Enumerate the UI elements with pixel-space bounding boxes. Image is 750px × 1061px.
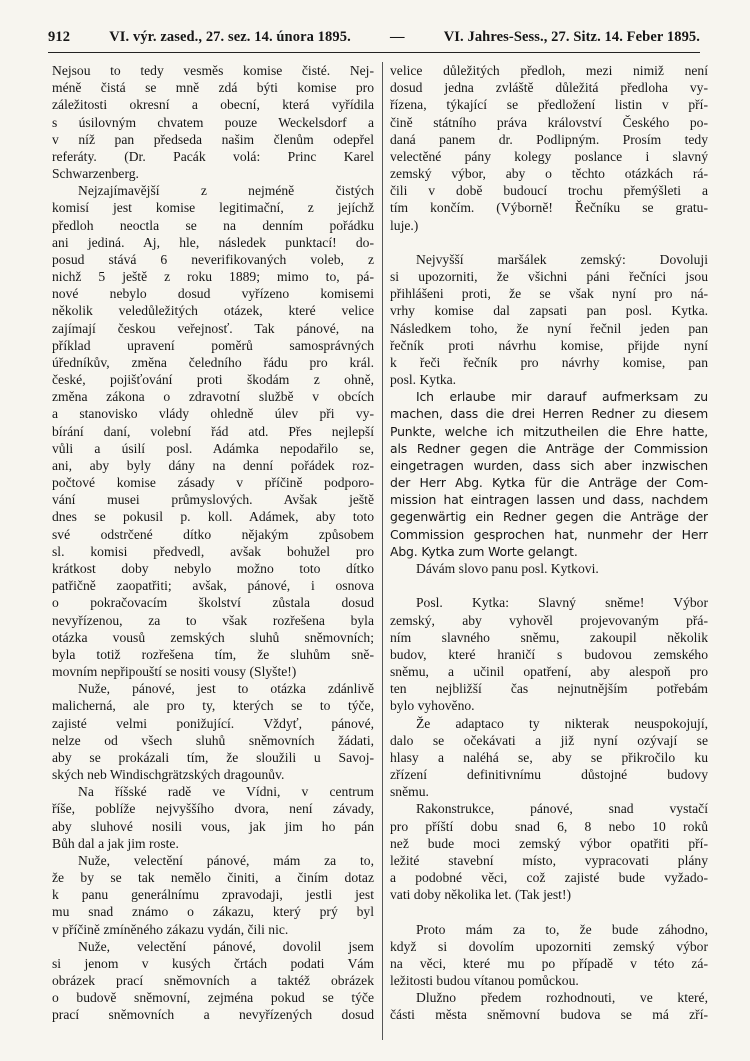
text-line: když si dovolím upozorniti zemský výbor	[390, 938, 708, 954]
text-line: o budově sněmovní, zejména pokud se týče	[52, 990, 374, 1006]
text-line: Rakonstrukce, pánové, snad vystačí	[416, 801, 708, 817]
text-line: čili v době budoucí trochu přemýšleti a	[390, 183, 708, 199]
text-line: referáty. (Dr. Pacák volá: Princ Karel	[52, 148, 374, 164]
text-line: luje.)	[390, 217, 419, 233]
text-line: eingetragen wurden, dass sich aber inzwischen	[390, 457, 708, 473]
text-line: dosud jedna zvláště důležitá předloha vy-	[390, 80, 708, 96]
text-line: sl. komisi předvedl, avšak bohužel pro	[52, 543, 374, 559]
text-line: dalo se očekávati a již nyní ozývají se	[390, 732, 708, 748]
text-line: ležitosti budou vítanou pomůckou.	[390, 973, 579, 989]
text-line: komisí jest komise legitimační, z jejíchž	[52, 200, 374, 216]
text-line: movním nepřipouští se nositi vousy (Slyšte!)	[52, 664, 297, 680]
text-line: o pokračovacím školství zůstala dosud	[52, 595, 374, 611]
text-line: otázka vousů zemských sluhů sněmovních;	[52, 629, 374, 645]
text-line: ani jediná. Aj, hle, následek punktací! do-	[52, 234, 374, 250]
text-line: machen, dass die drei Herren Redner zu diesem	[390, 406, 708, 422]
text-line: Dlužno předem rozhodnouti, ve které,	[416, 990, 708, 1006]
text-line: české, pojišťování proti škodám z ohně,	[52, 372, 374, 388]
text-line: als Redner gegen die Anträge der Commission	[390, 440, 708, 456]
text-line: k řeči řečník pro návrhy komise, pan	[390, 354, 708, 370]
text-line: na věci, které mu po případě v této zá-	[390, 955, 708, 971]
text-line: záležitosti okresní a obecní, která vyřídila	[52, 97, 374, 113]
text-line: Bůh dal a jak jim roste.	[52, 835, 179, 851]
text-line: der Herr Abg. Kytka für die Anträge der Com-	[390, 475, 708, 491]
text-line: příklad upravení poměrů samosprávných	[52, 337, 374, 353]
text-line: sněmu.	[390, 784, 429, 800]
text-line: v příčině zmíněného zákazu vydán, čili nic.	[52, 921, 289, 937]
text-line: gegenwärtig ein Redner gegen die Anträge der	[390, 509, 708, 525]
text-line: vati doby několika let. (Tak jest!)	[390, 887, 571, 903]
text-line: hlasy a naléhá se, aby se přikročilo ku	[390, 749, 708, 765]
right-column	[390, 62, 708, 1024]
text-line: s úsilovným chvatem pouze Weckelsdorf a	[52, 114, 374, 130]
text-line: Nejvyšší maršálek zemský: Dovoluji	[416, 251, 708, 267]
text-line: Nejzajímavější z nejméně čistých	[78, 183, 374, 199]
text-line: nelze od všech sluhů sněmovních žádati,	[52, 732, 374, 748]
text-line: Commission gesprochen hat, nunmehr der Herr	[390, 526, 708, 542]
text-line: než bude moci zemský výbor opatřiti pří-	[390, 835, 708, 851]
text-line: počtové komise zásady v příčině podporo-	[52, 475, 374, 491]
text-line: zajisté velmi ponižující. Vždyť, pánové,	[52, 715, 374, 731]
text-line: nichž 5 ještě z roku 1889; mimo to, pá-	[52, 269, 374, 285]
text-line: čině státního práva království Českého po-	[390, 114, 708, 130]
text-line: své odstrčené dítko nějakým způsobem	[52, 526, 374, 542]
text-line: sněmu, a učinil opatření, aby alespoň pro	[390, 664, 708, 680]
text-line: aby se prokázali tím, že sloužili u Savoj-	[52, 749, 374, 765]
text-line: změna zákona o zdravotní službě v obcích	[52, 389, 374, 405]
text-line	[390, 234, 708, 251]
text-line: velectěné pány kolegy poslance i slavný	[390, 148, 708, 164]
text-line: zajímají českou veřejnosť. Tak pánové, na	[52, 320, 374, 336]
left-column	[52, 62, 374, 1024]
header-rule	[48, 52, 700, 53]
page-number: 912	[48, 29, 71, 45]
text-line: Že adaptaco ty nikterak neuspokojují,	[416, 715, 708, 731]
text-line: úředníkův, změna čeledního řádu pro král.	[52, 354, 374, 370]
text-line: malicherná, ale pro ty, kterých se to týče,	[52, 698, 374, 714]
text-line: ležité stavební místo, vypracovati plány	[390, 852, 708, 868]
text-line: Punkte, welche ich mitzutheilen die Ehre hatte,	[390, 423, 708, 439]
text-line: nevyřízenou, za to však rozřešena byla	[52, 612, 374, 628]
text-line: říše, poblíže nejvyššího dvora, není závady,	[52, 801, 374, 817]
text-line: Schwarzenberg.	[52, 166, 139, 182]
text-line: zřízení definitivnímu důstojné budovy	[390, 767, 708, 783]
running-header	[48, 20, 700, 46]
text-line: Posl. Kytka: Slavný sněme! Výbor	[416, 595, 708, 611]
header-german-title: VI. Jahres-Sess., 27. Sitz. 14. Feber 1895.	[443, 29, 700, 45]
text-line: Nuže, velectění pánové, dovolil jsem	[78, 938, 374, 954]
text-line: mission hat eintragen lassen und dass, nachdem	[390, 492, 708, 508]
header-separator: —	[389, 29, 405, 45]
text-line: méně čistá se mně zdá býti komise pro	[52, 80, 374, 96]
text-line: k panu generálnímu zpravodaji, jestli jest	[52, 887, 374, 903]
text-line: předloh neoctla se na denním pořádku	[52, 217, 374, 233]
text-line: ani, aby byly dány na denní pořádek roz-	[52, 457, 374, 473]
text-line: Následkem toho, že nyní řečnil jeden pan	[390, 320, 708, 336]
text-line: budov, které hraničí s budovou zemského	[390, 646, 708, 662]
text-line: pro příští dobu snad 6, 8 nebo 10 roků	[390, 818, 708, 834]
text-line: bylo vyhověno.	[390, 698, 475, 714]
text-line: tím končím. (Výborně! Řečníku se gratu-	[390, 200, 708, 216]
text-line: části města sněmovní budova se má zří-	[390, 1007, 708, 1023]
text-line: vůli a úsilí posl. Adámka nepodařilo se,	[52, 440, 374, 456]
column-divider	[382, 62, 383, 1040]
text-line: si upozorniti, že všichni páni řečníci jsou	[390, 269, 708, 285]
text-line: zemský, aby vyhověl projevovaným přá-	[390, 612, 708, 628]
text-line: několik veledůležitých otázek, které velice	[52, 303, 374, 319]
text-line: posud stává 6 neverifikovaných voleb, z	[52, 251, 374, 267]
text-line: Ich erlaube mir darauf aufmerksam zu	[416, 389, 708, 405]
text-line: v níž pan předseda našim členům odepřel	[52, 131, 374, 147]
text-line: ten nejbližší čas nejnutnějším potřebám	[390, 681, 708, 697]
text-line: si jenom v kusých črtách podati Vám	[52, 955, 374, 971]
text-line: řízena, týkající se předložení listin v pří-	[390, 97, 708, 113]
text-line: že by se tak nemělo činiti, a činím dotaz	[52, 870, 374, 886]
text-line: a podobné věci, což zajisté bude vyžado-	[390, 870, 708, 886]
text-line	[390, 577, 708, 594]
text-line: řečník proti návrhu komise, přijde nyní	[390, 337, 708, 353]
text-line: ských neb Windischgrätzských dragounův.	[52, 767, 285, 783]
text-line: bírání daní, volební řád atd. Přes nejlepší	[52, 423, 374, 439]
text-line: Nuže, velectění pánové, mám za to,	[78, 852, 374, 868]
text-line: přihlášeni proti, že se však nyní pro ná-	[390, 286, 708, 302]
text-line: patřičně zaopatřiti; avšak, pánové, i osnova	[52, 578, 374, 594]
text-line: Nejsou to tedy vesměs komise čisté. Nej-	[52, 63, 374, 78]
text-line: vání musei průmyslových. Avšak ještě	[52, 492, 374, 508]
text-line: Proto mám za to, že bude záhodno,	[416, 921, 708, 937]
text-line: Nuže, pánové, jest to otázka zdánlivě	[78, 681, 374, 697]
text-line	[390, 903, 708, 920]
text-line: Dávám slovo panu posl. Kytkovi.	[416, 560, 599, 576]
text-line: posl. Kytka.	[390, 372, 457, 388]
text-line: vrhy komise dal zapsati pan posl. Kytka.	[390, 303, 708, 319]
text-line: byla totiž rozřešena tím, že sluhům sně-	[52, 646, 374, 662]
text-line: nové nebylo dosud vyřízeno komisemi	[52, 286, 374, 302]
text-line: daná panem dr. Podlipným. Prosím tedy	[390, 131, 708, 147]
header-czech-title: VI. výr. zased., 27. sez. 14. února 1895.	[109, 29, 351, 45]
text-line: velice důležitých předloh, mezi nimiž není	[390, 63, 708, 78]
text-line: ním slavného sněmu, zakoupil několik	[390, 629, 708, 645]
text-line: obrázek prací sněmovních a taktéž obrázek	[52, 973, 374, 989]
text-line: a stanovisko vlády ohledně úlev při vy-	[52, 406, 374, 422]
text-line: prací sněmovních a nevyřízených dosud	[52, 1007, 374, 1023]
text-line: Na říšské radě ve Vídni, v centrum	[78, 784, 374, 800]
text-line: mu snad známo o zákazu, který prý byl	[52, 904, 374, 920]
text-line: aby sluhové nosili vous, jak jim ho pán	[52, 818, 374, 834]
text-line: Abg. Kytka zum Worte gelangt.	[390, 543, 578, 559]
text-line: zemský výbor, aby o těchto otázkách rá-	[390, 166, 708, 182]
text-line: dnes se pokusil p. koll. Adámek, aby toto	[52, 509, 374, 525]
text-line: krátkost doby nebylo možno toto dítko	[52, 560, 374, 576]
